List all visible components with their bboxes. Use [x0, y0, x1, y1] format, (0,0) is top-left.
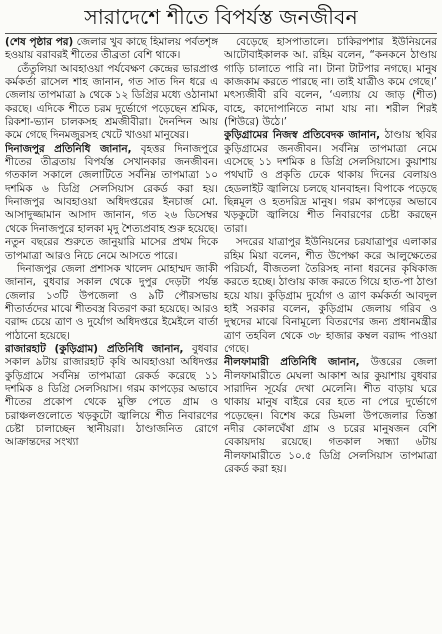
paragraph [224, 236, 437, 356]
paragraph-text: তেঁতুলিয়া আবহাওয়া পর্যবেক্ষণ কেন্দ্রের ভারপ্রাপ্ত কর্মকর্তা রাসেল শাহ জানান, গত সাত দিন ধরে এ জেলায় তাপমাত্রা ৯ থেকে ১২ ডিগ্রির মধ্যে ওঠানামা করছে। এদিকে শীতে চরম দুর্ভোগে পড়েছেন শ্রমিক, রিকশা-ভ্যান চালকসহ শ্রমজীবীরা। দৈনন্দিন আয় কমে গেছে দিনমজুরসহ খেটে খাওয়া মানুষের। [5, 62, 218, 142]
paragraph-text: উত্তরের জেলা নীলফামারীতে মেঘলা আকাশ আর কুয়াশায় বুধবার সারাদিন সূর্যের দেখা মেলেনি। শীত বাড়ায় ঘরে থাকায় মানুষ বাইরে বের হতে না পেরে দুর্ভোগে পড়েছেন। বিশেষ করে ডিমলা উপজেলার তিস্তা নদীর কোলঘেঁষা গ্রাম ও চরের মানুষজন বেশি বেকায়দায় রয়েছে। গতকাল সন্ধ্যা ৬টায় নীলফামারীতে ১০.৫ ডিগ্রি সেলসিয়াস তাপমাত্রা রেকর্ড করা হয়। [224, 356, 437, 475]
headline: সারাদেশে শীতে বিপর্যস্ত জনজীবন [84, 5, 358, 29]
paragraph [224, 356, 437, 476]
paragraph-text: বৃহত্তর দিনাজপুরে শীতের তীব্রতায় বিপর্যস্ত সেখানকার জনজীবন। গতকাল সকালে জেলাটিতে সর্বনিম্ন তাপমাত্রা ১০ দশমিক ৬ ডিগ্রি সেলসিয়াস রেকর্ড করা হয়। দিনাজপুর আবহাওয়া অধিদপ্তরের ইনচার্জ মো. আসাদুজ্জামান আসাদ জানান, গত ২৬ ডিসেম্বর থেকে দিনাজপুরে হালকা মৃদু শৈত্যপ্রবাহ শুরু হয়েছে। নতুন বছরের শুরুতে জানুয়ারি মাসের প্রথম দিকে তাপমাত্রা আরও নিচে নেমে আসতে পারে। [5, 142, 218, 262]
dateline: কুড়িগ্রামের নিজস্ব প্রতিবেদক জানান, [224, 129, 381, 142]
headline-rule [5, 33, 437, 34]
paragraph [5, 36, 218, 63]
paragraph-text: সদরের যাত্রাপুর ইউনিয়নের চরযাত্রাপুর এলাকার রহিম মিয়া বলেন, শীত উপেক্ষা করে আলুক্ষেতের পরিচর্যা, বীজতলা তৈরিসহ নানা ধরনের কৃষিকাজ করতে হচ্ছে। ঠাণ্ডায় কাজ করতে গিয়ে হাত-পা ঠাণ্ডা হয়ে যায়। কুড়িগ্রাম দুর্যোগ ও ত্রাণ কর্মকর্তা আবদুল হাই সরকার বলেন, কুড়িগ্রাম জেলায় গরিব ও দুস্থদের মাঝে বিনামূল্যে বিতরণের জন্য প্রধানমন্ত্রীর ত্রাণ তহবিল থেকে ৩৮ হাজার কম্বল বরাদ্দ পাওয়া গেছে। [224, 236, 437, 355]
dateline: (শেষ পৃষ্ঠার পর) [5, 36, 74, 48]
paragraph [5, 263, 218, 343]
paragraph-text: জেলার খুব কাছে হিমালয় পর্বতশৃঙ্গ হওয়ায় বরাবরই শীতের তীব্রতা বেশি থাকে। [5, 36, 218, 62]
dateline: রাজারহাট (কুড়িগ্রাম) প্রতিনিধি জানান, [5, 342, 184, 355]
left-column [5, 36, 218, 629]
paragraph-text: বেড়েছে হাসপাতালে। চাকিরপশার ইউনিয়নের আটোবাইকালক আ. রহিম বলেন, “কনকনে ঠাণ্ডায় গাড়ি চালাতে পারি না। টানা টাটপার নগছে। মানুষ কাজকাম করতে পারছে না। তাই যাত্রীও কমে গেছে।’ মৎস্যজীবী রবি বলেন, ‘এল্যায় যে জাড় (শীত) বাহে, কাদোপানিতে নামা যায় না। শরীল শিরই (শিউরে) উঠে।’ [224, 36, 437, 129]
paragraph-text: বুধবার সকাল ৯টায় রাজারহাট কৃষি আবহাওয়া অধিদপ্তর কুড়িগ্রামে সর্বনিম্ন তাপমাত্রা রেকর্ড করেছে ১১ দশমিক ৪ ডিগ্রি সেলসিয়াস। গরম কাপড়ের অভাবে শীতের প্রকোপ থেকে মুক্তি পেতে গ্রাম ও চরাঞ্চলগুলোতে খড়কুটো জ্বালিয়ে শীত নিবারণের চেষ্টা চালাচ্ছেন স্থানীয়রা। ঠাণ্ডাজনিত রোগে আক্রান্তদের সংখ্যা [5, 342, 218, 449]
right-column [224, 36, 437, 629]
dateline: দিনাজপুর প্রতিনিধি জানান, [5, 142, 132, 155]
article-body [5, 36, 437, 629]
paragraph [5, 63, 218, 143]
paragraph-text: দিনাজপুর জেলা প্রশাসক খালেদ মোহাম্মদ জাকী জানান, বুধবার সকাল থেকে দুপুর দেড়টা পর্যন্ত জেলার ১৩টি উপজেলা ও ৯টি পৌরসভায় শীতার্তদের মাঝে শীতবস্ত্র বিতরণ করা হয়েছে। আরও বরাদ্দ চেয়ে ত্রাণ ও দুর্যোগ অধিদপ্তরে ইমেইলে বার্তা পাঠানো হয়েছে। [5, 262, 218, 342]
paragraph-text: ঠাণ্ডায় স্থবির কুড়িগ্রামের জনজীবন। সর্বনিম্ন তাপমাত্রা নেমে এসেছে ১১ দশমিক ৪ ডিগ্রি সেলসিয়াসে। কুয়াশায় পথঘাট ও প্রকৃতি ঢেকে থাকায় দিনের বেলায়ও হেডলাইট জ্বালিয়ে চলছে যানবাহন। বিপাকে পড়েছে ছিন্নমূল ও হতদরিদ্র মানুষ। গরম কাপড়ের অভাবে খড়কুটো জ্বালিয়ে শীত নিবারণের চেষ্টা করছেন তারা। [224, 129, 437, 235]
paragraph [5, 343, 218, 450]
paragraph [224, 129, 437, 236]
paragraph [224, 36, 437, 129]
dateline: নীলফামারী প্রতিনিধি জানান, [224, 356, 360, 369]
paragraph [5, 143, 218, 263]
